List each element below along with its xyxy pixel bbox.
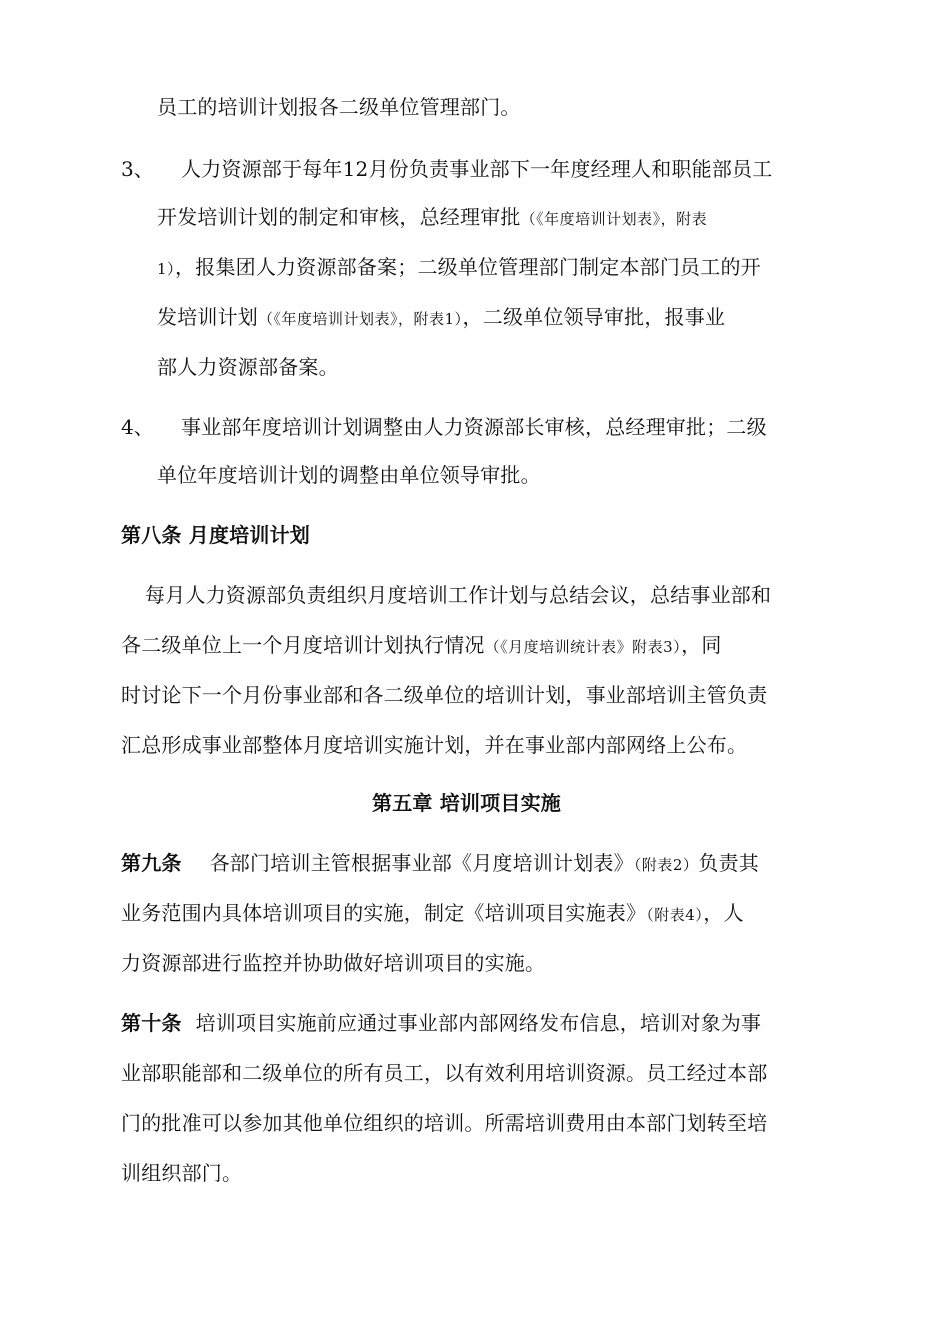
text-span: 开发培训计划的制定和审核，总经理审批 — [157, 205, 521, 229]
paragraph-line: 员工的培训计划报各二级单位管理部门。 — [157, 95, 521, 119]
paragraph-line — [157, 303, 725, 333]
text-span: 业务范围内具体培训项目的实施，制定《培训项目实施表》 — [121, 901, 647, 925]
text-span: 负责其 — [698, 851, 759, 875]
list-number-3: 3、 — [121, 157, 154, 181]
paragraph-line: 每月人力资源部负责组织月度培训工作计划与总结会议，总结事业部和 — [145, 583, 772, 607]
text-span-small: （附表4） — [646, 906, 704, 924]
text-span-small: （《月度培训统计表》附表3） — [484, 638, 682, 656]
paragraph-line — [121, 899, 744, 929]
article-label: 第十条 — [121, 1011, 182, 1035]
paragraph-line: 单位年度培训计划的调整由单位领导审批。 — [157, 463, 541, 487]
paragraph-line: 事业部年度培训计划调整由人力资源部长审核，总经理审批；二级 — [181, 415, 767, 439]
paragraph-line: 业部职能部和二级单位的所有员工，以有效利用培训资源。员工经过本部 — [121, 1061, 768, 1085]
paragraph-line: 时讨论下一个月份事业部和各二级单位的培训计划，事业部培训主管负责 — [121, 683, 768, 707]
paragraph-line — [121, 1009, 761, 1037]
paragraph-line: 人力资源部于每年12月份负责事业部下一年度经理人和职能部员工 — [181, 157, 773, 181]
text-span: 各二级单位上一个月度培训计划执行情况 — [121, 633, 485, 657]
text-span: ，同 — [681, 633, 722, 657]
paragraph-line: 部人力资源部备案。 — [157, 355, 339, 379]
article-label: 第九条 — [121, 851, 182, 875]
paragraph-line: 门的批准可以参加其他单位组织的培训。所需培训费用由本部门划转至培 — [121, 1111, 768, 1135]
text-span: 各部门培训主管根据事业部《月度培训计划表》 — [209, 851, 634, 875]
article-heading: 第八条 月度培训计划 — [121, 523, 310, 547]
paragraph-line — [157, 203, 707, 233]
paragraph-line: 训组织部门。 — [121, 1161, 243, 1185]
paragraph-line — [121, 631, 722, 661]
text-span: ，报集团人力资源部备案；二级单位管理部门制定本部门员工的开 — [175, 255, 761, 279]
text-span: ，人 — [703, 901, 744, 925]
text-span: 培训项目实施前应通过事业部内部网络发布信息，培训对象为事 — [195, 1011, 762, 1035]
text-span-small: （《年度培训计划表》，附表1） — [258, 310, 463, 328]
text-span: ，二级单位领导审批，报事业 — [462, 305, 726, 329]
paragraph-line — [121, 849, 759, 879]
paragraph-line: 力资源部进行监控并协助做好培训项目的实施。 — [121, 951, 546, 975]
paragraph-line: 汇总形成事业部整体月度培训实施计划，并在事业部内部网络上公布。 — [121, 733, 748, 757]
text-span-small: 1） — [157, 260, 176, 278]
text-span-small: （附表2） — [633, 856, 699, 874]
list-number-4: 4、 — [121, 415, 154, 439]
text-span: 发培训计划 — [157, 305, 258, 329]
text-span-small: （《年度培训计划表》，附表 — [520, 210, 708, 228]
chapter-heading: 第五章 培训项目实施 — [372, 791, 561, 815]
paragraph-line — [157, 253, 761, 283]
